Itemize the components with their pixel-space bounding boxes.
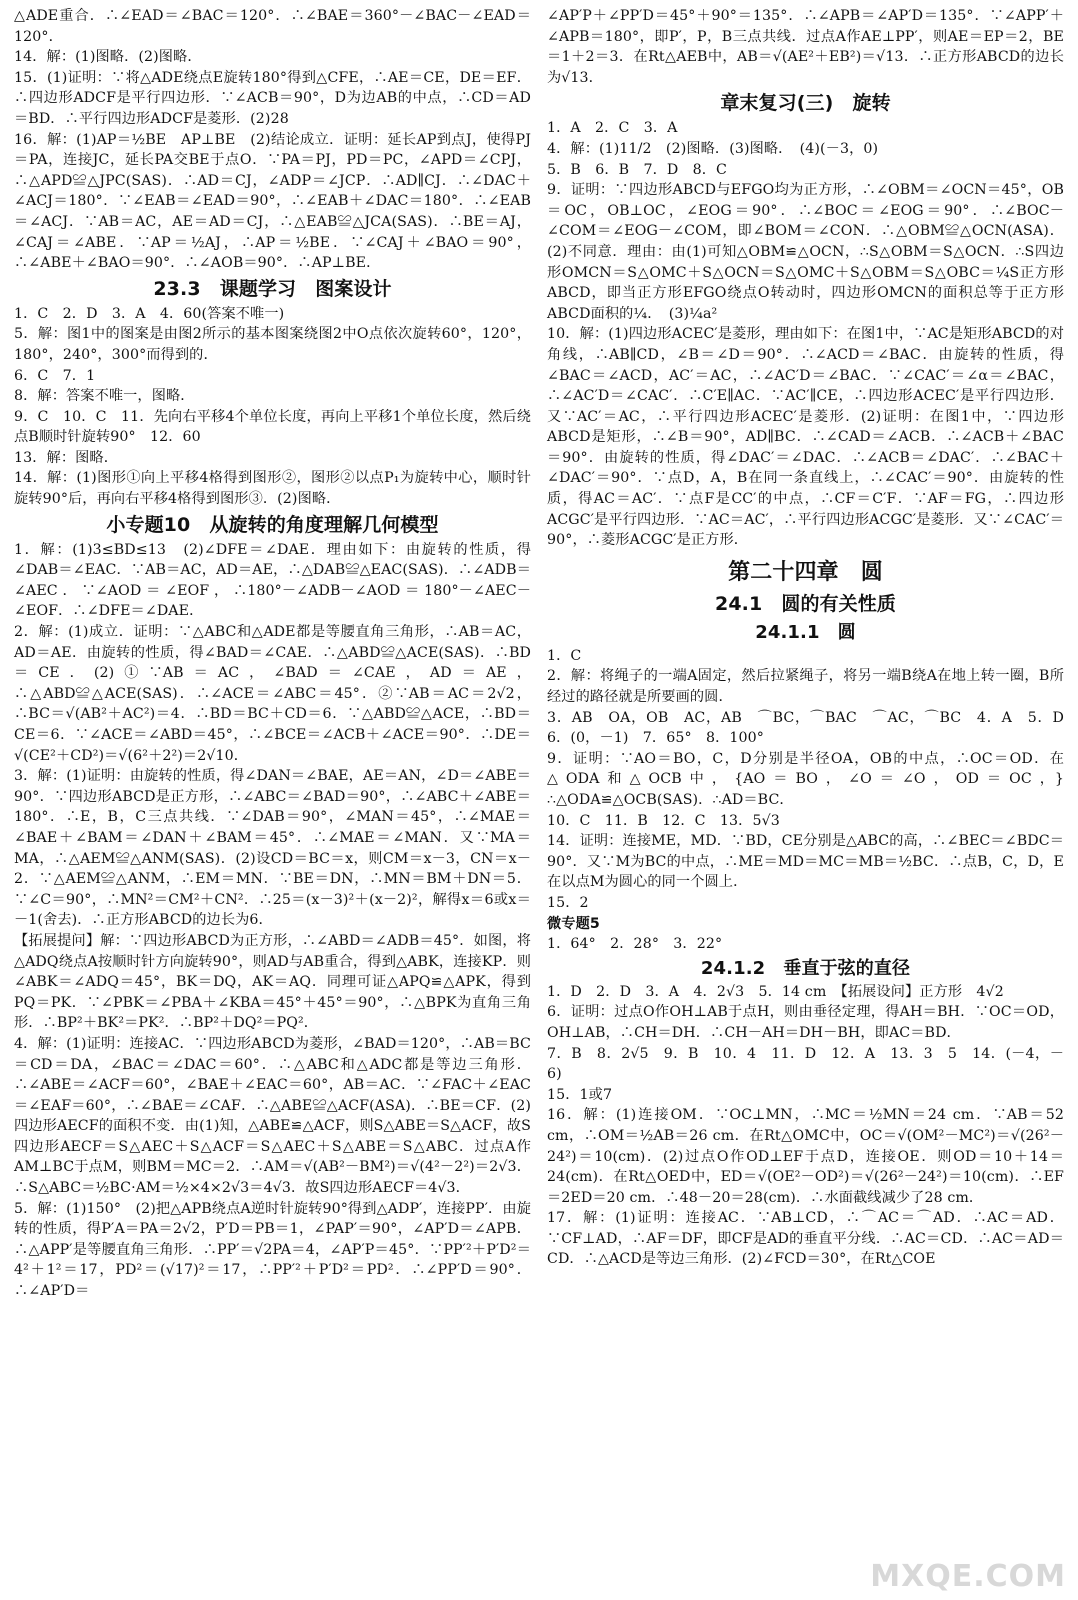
answer-paragraph: 9．证明：∵四边形ABCD与EFGO均为正方形，∴∠OBM＝∠OCN＝45°，OB＝OC，OB⊥OC，∠EOG＝90°．∴∠BOC＝∠EOG＝90°．∴∠BOC－∠COM＝∠EOG－∠COM，即∠BOM＝∠CON．∴△OBM≌△OCN(ASA)．(2)不同意．理由：由(1)可知△OBM≌△OCN，∴S△OBM＝S△OCN．∴S四边形OMCN＝S△OMC＋S△OCN＝S△OMC＋S△OBM＝S△OBC＝¼S正方形ABCD，即当正方形EFGO绕点O转动时，四边形OMCN的面积总等于正方形ABCD面积的¼． (3)¼a² [547, 182, 1064, 322]
answer-paragraph: 14．解：(1)图形①向上平移4格得到图形②，图形②以点P₁为旋转中心，顺时针旋转90°后，再向右平移4格得到图形③．(2)图略． [14, 470, 531, 508]
answer-paragraph: 6．C 7．1 [14, 367, 96, 384]
answer-paragraph: 1．解：(1)3≤BD≤13 (2)∠DFE＝∠DAE．理由如下：由旋转的性质，得∠DAB＝∠EAC．∵AB＝AC，AD＝AE，∴△DAB≌△EAC(SAS)．∴∠ADB＝∠AEC．∵∠AOD＝∠EOF，∴180°－∠ADB－∠AOD＝180°－∠AEC－∠EOF．∴∠DFE＝∠DAE． [14, 541, 531, 620]
section-heading-24-1: 24.1 圆的有关性质 [715, 592, 896, 615]
answer-paragraph: 5．解：(1)150° (2)把△APB绕点A逆时针旋转90°得到△ADP′，连接PP′．由旋转的性质，得P′A＝PA＝2√2，P′D＝PB＝1，∠PAP′＝90°，∠AP′D＝∠APB．∴△APP′是等腰直角三角形．∴PP′＝√2PA＝4，∠AP′P＝45°．∵PP′²＋P′D²＝4²＋1²＝17，PD²＝(√17)²＝17，∴PP′²＋P′D²＝PD²．∴∠PP′D＝90°．∴∠AP′D＝ [14, 1200, 531, 1300]
answer-paragraph: 7．B 8．2√5 9．B 10．4 11．D 12．A 13．3 5 14．(－4，－6) [547, 1045, 1064, 1083]
answer-paragraph: ∠AP′P＋∠PP′D＝45°＋90°＝135°．∴∠APB＝∠AP′D＝135°．∵∠APP′＋∠APB＝180°，即P′，P，B三点共线．过点A作AE⊥PP′，则AE＝EP＝2，BE＝1＋2＝3．在Rt△AEB中，AB＝√(AE²＋EB²)＝√13．∴正方形ABCD的边长为√13． [547, 8, 1064, 86]
answer-paragraph: △ADE重合．∴∠EAD＝∠BAC＝120°．∴∠BAE＝360°－∠BAC－∠EAD＝120°． [14, 8, 531, 45]
answer-paragraph: 14．解：(1)图略．(2)图略． [14, 49, 202, 66]
answer-paragraph: 9．C 10．C 11．先向右平移4个单位长度，再向上平移1个单位长度，然后绕点B顺时针旋转90° 12．60 [14, 408, 531, 446]
section-heading-23-3: 23.3 课题学习 图案设计 [153, 277, 392, 300]
left-column [14, 6, 531, 1600]
answer-paragraph: 3．解：(1)证明：由旋转的性质，得∠DAN＝∠BAE，AE＝AN，∠D＝∠ABE＝90°．∵四边形ABCD是正方形，∴∠ABC＝∠BAD＝90°，∴∠ABC＋∠ABE＝180°．∴E，B，C三点共线．∵∠DAB＝90°，∠MAN＝45°，∴∠MAE＝∠BAE＋∠BAM＝∠DAN＋∠BAM＝45°．∴∠MAE＝∠MAN．又∵MA＝MA，∴△AEM≌△ANM(SAS)．(2)设CD＝BC＝x，则CM＝x－3，CN＝x－2．∵△AEM≌△ANM，∴EM＝MN．∵BE＝DN，∴MN＝BM＋DN＝5．∵∠C＝90°，∴MN²＝CM²＋CN²．∴25＝(x－3)²＋(x－2)²，解得x＝6或x＝－1(舍去)．∴正方形ABCD的边长为6． [14, 768, 531, 929]
answer-paragraph: 15．(1)证明：∵将△ADE绕点E旋转180°得到△CFE，∴AE＝CE，DE＝EF．∴四边形ADCF是平行四边形．∵∠ACB＝90°，D为边AB的中点，∴CD＝AD＝BD．∴平行四边形ADCF是菱形．(2)28 [14, 69, 531, 127]
answer-paragraph: 4．解：(1)11/2 (2)图略．(3)图略． (4)(－3，0) [547, 140, 879, 157]
answer-paragraph: 1．D 2．D 3．A 4．2√3 5．14 cm 【拓展设问】正方形 4√2 [547, 983, 1004, 1000]
section-heading-24-1-2: 24.1.2 垂直于弦的直径 [700, 957, 911, 979]
right-column [547, 6, 1078, 1600]
answer-paragraph: 1．A 2．C 3．A [547, 120, 678, 137]
answer-paragraph: 14．证明：连接ME，MD．∵BD，CE分别是△ABC的高，∴∠BEC＝∠BDC＝90°．又∵M为BC的中点，∴ME＝MD＝MC＝MB＝½BC．∴点B，C，D，E在以点M为圆心的同一个圆上． [547, 833, 1064, 891]
answer-paragraph: 15．1或7 [547, 1086, 613, 1103]
answer-paragraph: 6．证明：过点O作OH⊥AB于点H，则由垂径定理，得AH＝BH．∵OC＝OD，OH⊥AB，∴CH＝DH．∴CH－AH＝DH－BH，即AC＝BD． [547, 1004, 1064, 1041]
answer-paragraph: 10．C 11．B 12．C 13．5√3 [547, 812, 780, 829]
chapter-heading-24: 第二十四章 圆 [728, 559, 883, 585]
section-heading-special-10: 小专题10 从旋转的角度理解几何模型 [106, 513, 439, 536]
answer-paragraph: 2．解：(1)成立．证明：∵△ABC和△ADE都是等腰直角三角形，∴AB＝AC，AD＝AE．由旋转的性质，得∠BAD＝∠CAE．∴△ABD≌△ACE(SAS)．∴BD＝CE．(2)①∵AB＝AC，∠BAD＝∠CAE，AD＝AE，∴△ABD≌△ACE(SAS)．∴∠ACE＝∠ABC＝45°．②∵AB＝AC＝2√2，∴BC＝√(AB²＋AC²)＝4．∴BD＝BC＋CD＝6．∵△ABD≌△ACE，∴BD＝CE＝6．∵∠ACE＝∠ABD＝45°，∴∠BCE＝∠ACB＋∠ACE＝90°．∴DE＝√(CE²＋CD²)＝√(6²＋2²)＝2√10． [14, 624, 531, 764]
answer-paragraph: 4．解：(1)证明：连接AC．∵四边形ABCD为菱形，∠BAD＝120°，∴AB＝BC＝CD＝DA，∠BAC＝∠DAC＝60°．∴△ABC和△ADC都是等边三角形．∴∠ABE＝∠ACF＝60°，∠BAE＋∠EAC＝60°，AB＝AC．∵∠FAC＋∠EAC＝∠EAF＝60°，∴∠BAE＝∠CAF．∴△ABE≌△ACF(ASA)．∴BE＝CF．(2)四边形AECF的面积不变．由(1)知，△ABE≌△ACF，则S△ABE＝S△ACF，故S四边形AECF＝S△AEC＋S△ACF＝S△AEC＋S△ABE＝S△ABC．过点A作AM⊥BC于点M，则BM＝MC＝2．∴AM＝√(AB²－BM²)＝√(4²－2²)＝2√3．∴S△ABC＝½BC·AM＝½×4×2√3＝4√3．故S四边形AECF＝4√3． [14, 1035, 531, 1197]
answer-paragraph: 16．解：(1)连接OM．∵OC⊥MN，∴MC＝½MN＝24 cm．∵AB＝52 cm，∴OM＝½AB＝26 cm．在Rt△OMC中，OC＝√(OM²－MC²)＝√(26²－24²)＝10(cm)．(2)过点O作OD⊥EF于点D，连接OE．则OD＝10＋14＝24(cm)．在Rt△OED中，ED＝√(OE²－OD²)＝√(26²－24²)＝10(cm)．∴EF＝2ED＝20 cm．∴48－20＝28(cm)．∴水面截线减少了28 cm． [547, 1107, 1064, 1206]
answer-paragraph: 2．解：将绳子的一端A固定，然后拉紧绳子，将另一端B绕A在地上转一圈，B所经过的路径就是所要画的圆． [547, 668, 1064, 706]
answer-paragraph: 10．解：(1)四边形ACEC′是菱形，理由如下：在图1中，∵AC是矩形ABCD的对角线，∴AB∥CD，∠B＝∠D＝90°．∴∠ACD＝∠BAC．由旋转的性质，得∠BAC＝∠ACD，AC′＝AC，∴∠AC′D＝∠BAC．∵∠CAC′＝∠α＝∠BAC，∴∠AC′D＝∠CAC′．∴C′E∥AC．∵AC′∥CE，∴四边形ACEC′是平行四边形．又∵AC′＝AC，∴平行四边形ACEC′是菱形．(2)证明：在图1中，∵四边形ABCD是矩形，∴∠B＝90°，AD∥BC．∴∠CAD＝∠ACB．∴∠ACB＋∠BAC＝90°．由旋转的性质，得∠DAC′＝∠DAC．∴∠ACB＝∠DAC′．∴∠BAC＋∠DAC′＝90°．∵点D，A，B在同一条直线上，∴∠CAC′＝90°．由旋转的性质，得AC＝AC′．∵点F是CC′的中点，∴CF＝C′F．∵AF＝FG，∴四边形ACGC′是平行四边形．∵AC＝AC′，∴平行四边形ACGC′是菱形．又∵∠CAC′＝90°，∴菱形ACGC′是正方形． [547, 326, 1064, 549]
answer-paragraph: 8．解：答案不唯一，图略． [14, 388, 195, 405]
site-watermark: MXQE.COM [870, 1559, 1066, 1594]
micro-topic-heading: 微专题5 [547, 915, 600, 932]
answer-paragraph: 17．解：(1)证明：连接AC．∵AB⊥CD，∴⌒AC＝⌒AD．∴AC＝AD．∵CF⊥AD，∴AF＝DF，即CF是AD的垂直平分线．∴AC＝CD．∴AC＝AD＝CD．∴△ACD是等边三角形．(2)∠FCD＝30°，在Rt△COE [547, 1210, 1064, 1268]
answer-paragraph: 【拓展提问】解：∵四边形ABCD为正方形，∴∠ABD＝∠ADB＝45°．如图，将△ADQ绕点A按顺时针方向旋转90°，则AD与AB重合，得到△ABK，连接KP．则∠ABK＝∠ADQ＝45°，BK＝DQ，AK＝AQ．同理可证△APQ≌△APK，得到PQ＝PK．∵∠PBK＝∠PBA＋∠KBA＝45°＋45°＝90°，∴△BPK为直角三角形．∴BP²＋BK²＝PK²．∴BP²＋DQ²＝PQ²． [14, 932, 531, 1032]
answer-paragraph: 1．C 2．D 3．A 4．60(答案不唯一) [14, 305, 285, 322]
answer-paragraph: 1．64° 2．28° 3．22° [547, 936, 723, 953]
answer-paragraph: 3．AB OA，OB AC，AB ⌒BC，⌒BAC ⌒AC，⌒BC 4．A 5．D 6．(0，－1) 7．65° 8．100° [547, 709, 1078, 747]
section-heading-review-3: 章末复习(三) 旋转 [720, 92, 891, 115]
answer-paragraph: 5．解：图1中的图案是由图2所示的基本图案绕图2中O点依次旋转60°，120°，180°，240°，300°而得到的． [14, 326, 531, 363]
answer-paragraph: 16．解：(1)AP＝½BE AP⊥BE (2)结论成立．证明：延长AP到点J，使得PJ＝PA，连接JC，延长PA交BE于点O．∵PA＝PJ，PD＝PC，∠APD＝∠CPJ，∴△APD≌△JPC(SAS)．∴AD＝CJ，∠ADP＝∠JCP．∴AD∥CJ．∴∠DAC＋∠ACJ＝180°．∵∠EAB＝∠EAD＝90°，∴∠EAB＋∠DAC＝180°．∴∠EAB＝∠ACJ．∵AB＝AC，AE＝AD＝CJ，∴△EAB≌△JCA(SAS)．∴BE＝AJ，∠CAJ＝∠ABE．∵AP＝½AJ，∴AP＝½BE．∵∠CAJ＋∠BAO＝90°，∴∠ABE＋∠BAO＝90°．∴∠AOB＝90°．∴AP⊥BE． [14, 131, 531, 272]
answer-paragraph: 5．B 6．B 7．D 8．C [547, 161, 728, 178]
answer-paragraph: 1．C [547, 647, 582, 664]
section-heading-24-1-1: 24.1.1 圆 [755, 621, 856, 643]
answer-paragraph: 15．2 [547, 894, 589, 911]
answer-paragraph: 9．证明：∵AO＝BO，C，D分别是半径OA，OB的中点，∴OC＝OD．在△ODA和△OCB中，{AO＝BO，∠O＝∠O，OD＝OC，}∴△ODA≌△OCB(SAS)．∴AD＝BC． [547, 750, 1064, 808]
answer-paragraph: 13．解：图略． [14, 449, 118, 466]
